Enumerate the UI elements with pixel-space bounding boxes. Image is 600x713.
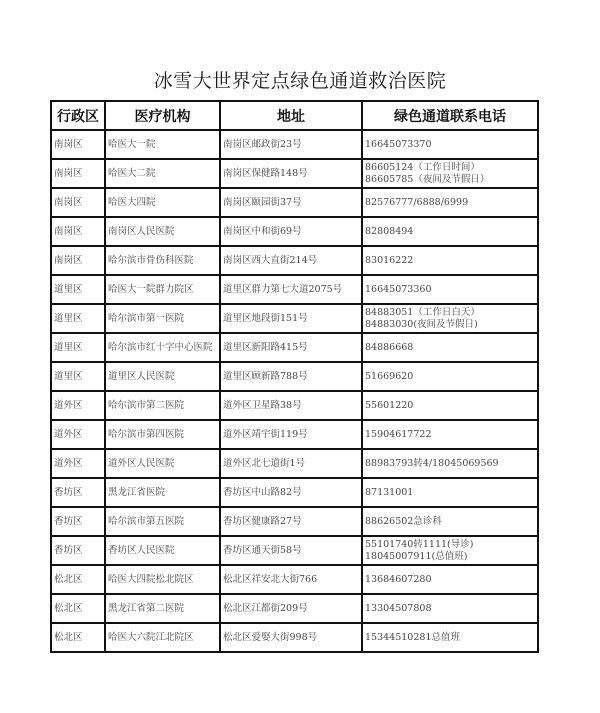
table-row — [51, 594, 538, 623]
cell-district: 道外区 — [51, 449, 105, 478]
cell-address: 香坊区中山路82号 — [220, 478, 362, 507]
header-district: 行政区 — [51, 101, 105, 130]
cell-institution: 道里区人民医院 — [105, 362, 220, 391]
cell-district: 香坊区 — [51, 507, 105, 536]
phone-line: 51669620 — [365, 370, 414, 382]
cell-phone — [362, 565, 538, 594]
cell-phone — [362, 275, 538, 304]
table-row — [51, 478, 538, 507]
cell-address: 南岗区颐园街37号 — [220, 188, 362, 217]
cell-phone — [362, 188, 538, 217]
phone-line: 84883051（工作日白天） — [365, 306, 480, 318]
phone-line: 87131001 — [365, 486, 414, 498]
cell-district: 南岗区 — [51, 159, 105, 188]
phone-line: 82576777/6888/6999 — [365, 196, 469, 208]
cell-phone — [362, 623, 538, 652]
cell-district: 道里区 — [51, 333, 105, 362]
cell-phone — [362, 478, 538, 507]
table-row — [51, 159, 538, 188]
phone-line: 55101740转1111(导诊) — [365, 538, 474, 550]
cell-district: 香坊区 — [51, 478, 105, 507]
hospital-table — [50, 100, 539, 653]
phone-line: 13304507808 — [365, 602, 432, 614]
cell-address: 香坊区健康路27号 — [220, 507, 362, 536]
phone-line: 86605785（夜间及节假日） — [365, 173, 490, 185]
table-row — [51, 275, 538, 304]
phone-line: 15904617722 — [365, 428, 432, 440]
phone-line: 18045007911(总值班) — [365, 550, 468, 562]
header-address: 地址 — [220, 101, 362, 130]
table-row — [51, 130, 538, 159]
cell-district: 南岗区 — [51, 246, 105, 275]
table-row — [51, 565, 538, 594]
cell-phone — [362, 507, 538, 536]
phone-line: 82808494 — [365, 225, 414, 237]
cell-phone — [362, 217, 538, 246]
cell-institution: 香坊区人民医院 — [105, 536, 220, 565]
cell-address: 道里区顾新路788号 — [220, 362, 362, 391]
cell-district: 香坊区 — [51, 536, 105, 565]
phone-line: 13684607280 — [365, 573, 432, 585]
cell-address: 道里区新阳路415号 — [220, 333, 362, 362]
cell-institution: 哈医大四院松北院区 — [105, 565, 220, 594]
cell-phone — [362, 420, 538, 449]
cell-address: 松北区江都街209号 — [220, 594, 362, 623]
table-row — [51, 333, 538, 362]
phone-line: 55601220 — [365, 399, 414, 411]
cell-address: 道里区群力第七大道2075号 — [220, 275, 362, 304]
cell-institution: 哈尔滨市第一医院 — [105, 304, 220, 333]
cell-district: 道外区 — [51, 420, 105, 449]
phone-line: 84886668 — [365, 341, 414, 353]
cell-phone — [362, 246, 538, 275]
cell-address: 道里区地段街151号 — [220, 304, 362, 333]
cell-institution: 哈尔滨市第五医院 — [105, 507, 220, 536]
phone-line: 86605124（工作日时间） — [365, 161, 480, 173]
cell-institution: 哈尔滨市第四医院 — [105, 420, 220, 449]
table-row — [51, 304, 538, 333]
header-phone: 绿色通道联系电话 — [362, 101, 538, 130]
cell-address: 香坊区通天街58号 — [220, 536, 362, 565]
cell-address: 南岗区中和街69号 — [220, 217, 362, 246]
cell-phone — [362, 362, 538, 391]
cell-institution: 黑龙江省第二医院 — [105, 594, 220, 623]
document-title: 冰雪大世界定点绿色通道救治医院 — [153, 70, 447, 92]
cell-phone — [362, 159, 538, 188]
cell-phone — [362, 594, 538, 623]
cell-phone — [362, 391, 538, 420]
cell-institution: 哈医大二院 — [105, 159, 220, 188]
table-header-row — [51, 101, 538, 130]
cell-district: 道外区 — [51, 391, 105, 420]
cell-address: 松北区祥安北大街766 — [220, 565, 362, 594]
cell-address: 松北区爱娶大街998号 — [220, 623, 362, 652]
cell-institution: 哈医大一院 — [105, 130, 220, 159]
phone-line: 16645073360 — [365, 283, 432, 295]
table-row — [51, 188, 538, 217]
cell-address: 道外区靖宇街119号 — [220, 420, 362, 449]
cell-institution: 哈医大六院江北院区 — [105, 623, 220, 652]
table-row — [51, 217, 538, 246]
cell-institution: 黑龙江省医院 — [105, 478, 220, 507]
cell-district: 松北区 — [51, 623, 105, 652]
cell-institution: 哈医大四院 — [105, 188, 220, 217]
cell-district: 南岗区 — [51, 188, 105, 217]
cell-institution: 哈尔滨市第二医院 — [105, 391, 220, 420]
table-row — [51, 391, 538, 420]
phone-line: 16645073370 — [365, 138, 432, 150]
cell-district: 南岗区 — [51, 217, 105, 246]
phone-line: 88983793转4/18045069569 — [365, 457, 499, 469]
cell-district: 松北区 — [51, 594, 105, 623]
table-row — [51, 507, 538, 536]
cell-address: 道外区北七道街1号 — [220, 449, 362, 478]
phone-line: 84883030(夜间及节假日) — [365, 318, 478, 330]
cell-address: 南岗区西大直街214号 — [220, 246, 362, 275]
cell-phone — [362, 536, 538, 565]
cell-district: 南岗区 — [51, 130, 105, 159]
cell-district: 道里区 — [51, 275, 105, 304]
cell-phone — [362, 304, 538, 333]
cell-institution: 哈尔滨市骨伤科医院 — [105, 246, 220, 275]
cell-address: 道外区卫星路38号 — [220, 391, 362, 420]
cell-phone — [362, 449, 538, 478]
cell-institution: 哈医大一院群力院区 — [105, 275, 220, 304]
cell-address: 南岗区保健路148号 — [220, 159, 362, 188]
table-row — [51, 420, 538, 449]
cell-phone — [362, 333, 538, 362]
table-row — [51, 449, 538, 478]
cell-institution: 哈尔滨市红十字中心医院 — [105, 333, 220, 362]
cell-institution: 南岗区人民医院 — [105, 217, 220, 246]
table-row — [51, 536, 538, 565]
table-row — [51, 246, 538, 275]
cell-address: 南岗区邮政街23号 — [220, 130, 362, 159]
cell-district: 道里区 — [51, 304, 105, 333]
cell-institution: 道外区人民医院 — [105, 449, 220, 478]
cell-district: 道里区 — [51, 362, 105, 391]
table-row — [51, 623, 538, 652]
cell-district: 松北区 — [51, 565, 105, 594]
phone-line: 15344510281总值班 — [365, 631, 460, 643]
header-institution: 医疗机构 — [105, 101, 220, 130]
phone-line: 88626502急诊科 — [365, 515, 442, 527]
phone-line: 83016222 — [365, 254, 414, 266]
table-row — [51, 362, 538, 391]
cell-phone — [362, 130, 538, 159]
